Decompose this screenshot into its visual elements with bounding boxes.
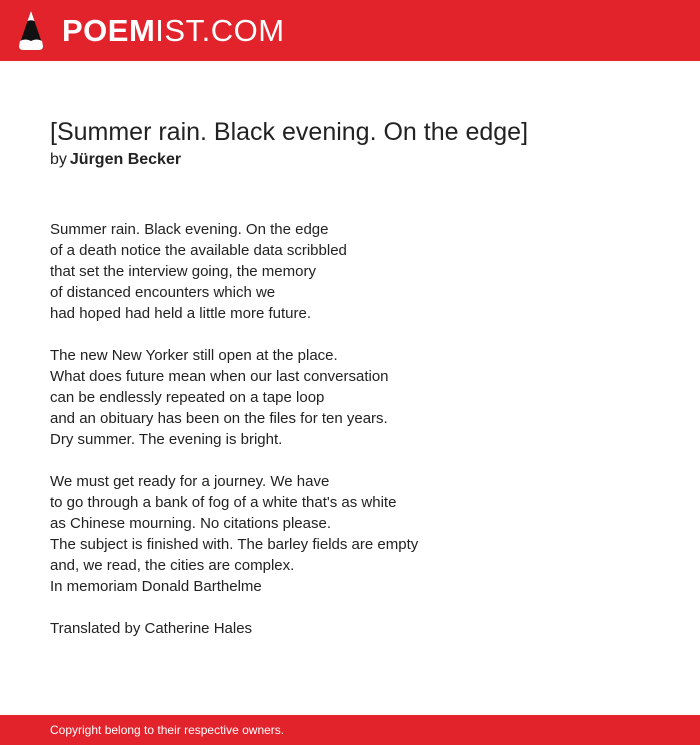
stanza [50, 471, 670, 597]
poem-title: [Summer rain. Black evening. On the edge] [50, 118, 529, 146]
poem-line: of a death notice the available data scribbled [50, 242, 347, 259]
logo-light-text: IST.COM [155, 13, 285, 48]
poem-line: had hoped had held a little more future. [50, 305, 312, 322]
poem-line: In memoriam Donald Barthelme [50, 578, 262, 595]
site-header [0, 0, 700, 61]
poem-header [50, 116, 670, 171]
stanza [50, 219, 670, 324]
poem-line: as Chinese mourning. No citations please. [50, 515, 331, 532]
poem-line: to go through a bank of fog of a white that's as white [50, 494, 397, 511]
poem-line: and an obituary has been on the files for ten years. [50, 410, 388, 427]
poem-line: Summer rain. Black evening. On the edge [50, 221, 329, 238]
pencil-tip-icon[interactable] [17, 10, 45, 51]
author-name: Jürgen Becker [69, 151, 182, 168]
site-logo-link[interactable] [62, 13, 285, 49]
poem-body [50, 219, 670, 639]
logo-bold-text: POEM [62, 13, 156, 48]
stanza [50, 345, 670, 450]
poem-line: The subject is finished with. The barley fields are empty [50, 536, 419, 553]
translator-note: Translated by Catherine Hales [50, 620, 253, 637]
by-label: by [50, 151, 67, 168]
site-footer [0, 715, 700, 745]
byline [50, 149, 670, 171]
poem-line: We must get ready for a journey. We have [50, 473, 330, 490]
poem-line: Dry summer. The evening is bright. [50, 431, 283, 448]
poem-line: What does future mean when our last conversation [50, 368, 389, 385]
poem-line: that set the interview going, the memory [50, 263, 316, 280]
poem-line: and, we read, the cities are complex. [50, 557, 295, 574]
copyright-text: Copyright belong to their respective owners. [50, 723, 285, 737]
poem-line: can be endlessly repeated on a tape loop [50, 389, 325, 406]
poem-line: The new New Yorker still open at the place. [50, 347, 338, 364]
poem-line: of distanced encounters which we [50, 284, 276, 301]
